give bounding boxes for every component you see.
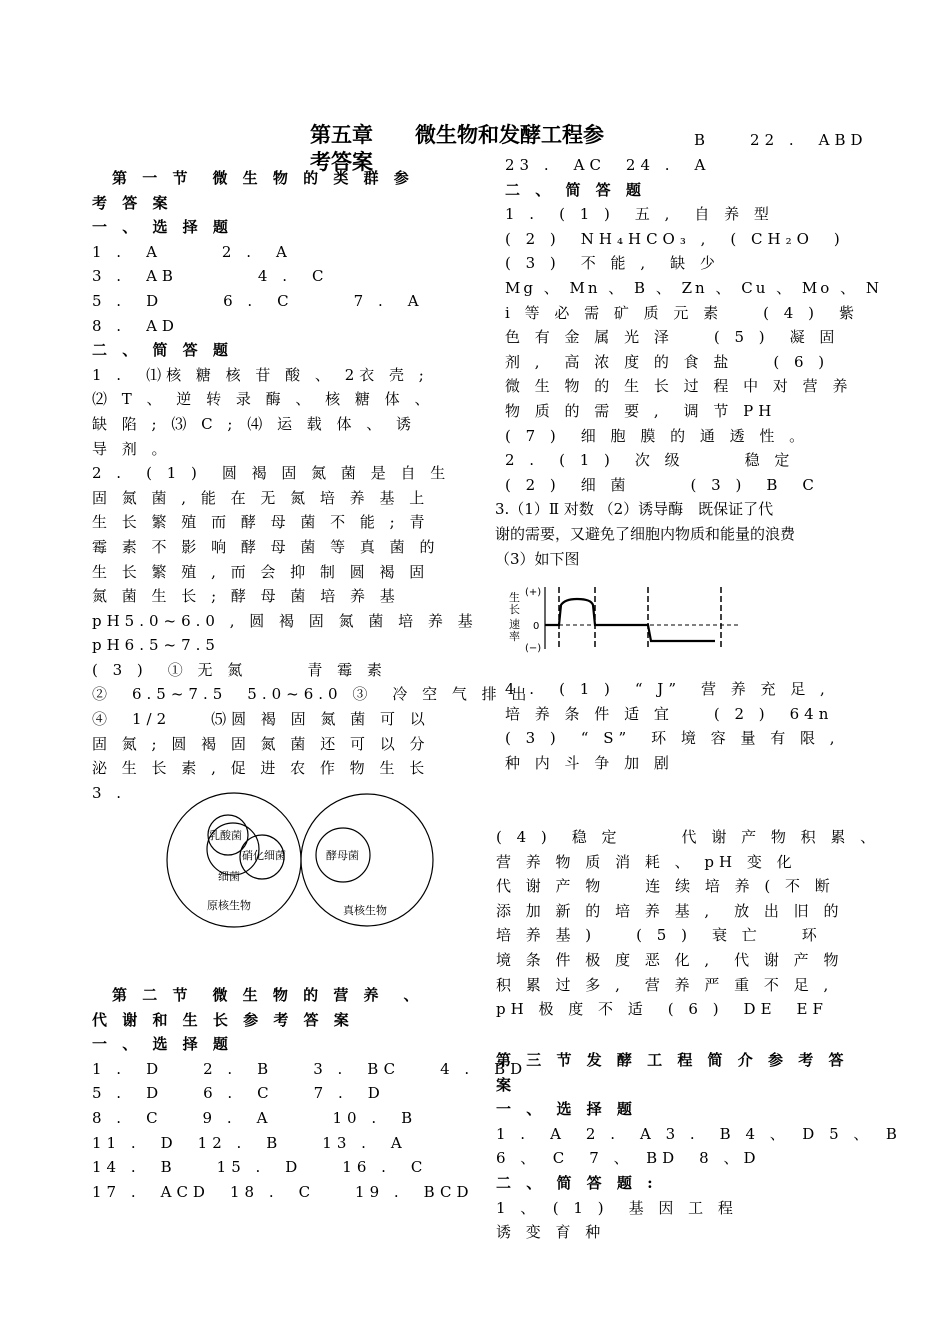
answer-line: 1 . A 2 . A <box>92 242 292 261</box>
answer-line: 5 . D 6 . C 7 . D <box>92 1084 385 1103</box>
section-3 <box>496 1048 902 1245</box>
answer-line: ( 3 ) “ S” 环 境 容 量 有 限 , <box>505 729 840 748</box>
answer-line: 积 累 过 多 , 营 养 严 重 不 足 , <box>496 975 834 994</box>
answer-line: ④ 1/2 ⑸圆 褐 固 氮 菌 可 以 <box>92 710 430 729</box>
graph-y-label-2: 长 <box>509 603 520 616</box>
answer-line: 诱 变 育 种 <box>496 1223 606 1242</box>
right-low <box>496 825 881 1022</box>
graph-y-label-4: 率 <box>509 630 520 643</box>
short-answer-heading: 二 、 简 答 题 : <box>496 1173 658 1192</box>
choice-heading: 一 、 选 择 题 <box>92 1035 233 1054</box>
answer-line: pH5.0~6.0 , 圆 褐 固 氮 菌 培 养 基 <box>92 611 478 630</box>
answer-line: 固 氮 菌 , 能 在 无 氮 培 养 基 上 <box>92 488 430 507</box>
answer-line: 添 加 新 的 培 养 基 , 放 出 旧 的 <box>496 901 844 920</box>
answer-line: ⑵ T 、 逆 转 录 酶 、 核 糖 体 、 <box>92 390 435 409</box>
answer-line: 营 养 物 质 消 耗 、 pH 变 化 <box>496 852 797 871</box>
graph-zero-label: 0 <box>533 621 540 632</box>
answer-line: 氮 菌 生 长 ; 酵 母 菌 培 养 基 <box>92 587 400 606</box>
answer-line: 1 . D 2 . B 3 . BC 4 . BD <box>92 1059 528 1078</box>
answer-line: pH6.5~7.5 <box>92 636 220 655</box>
answer-line: 1 . ⑴核 糖 核 苷 酸 、 2衣 壳 ; <box>92 365 429 384</box>
short-answer-heading: 二 、 简 答 题 <box>505 180 646 199</box>
right-mid <box>505 677 865 775</box>
answer-line: 8 . C 9 . A 10 . B <box>92 1108 418 1127</box>
section-2-heading: 第 二 节 微 生 物 的 营 养 、 <box>92 986 424 1004</box>
choice-heading: 一 、 选 择 题 <box>92 218 233 237</box>
label-prokaryote: 原核生物 <box>207 899 251 912</box>
answer-line: ( 3 ) 不 能 , 缺 少 <box>505 254 720 273</box>
answer-line: 3 . AB 4 . C <box>92 267 329 286</box>
answer-line: 缺 陷 ; ⑶ C ; ⑷ 运 载 体 、 诱 <box>92 414 417 433</box>
section-3-heading: 第 三 节 发 酵 工 程 简 介 参 考 答 <box>496 1051 849 1069</box>
graph-y-label-1: 生 <box>509 591 520 604</box>
title-line-1: 第五章 微生物和发酵工程参 <box>310 123 604 147</box>
label-lactobacillus: 乳酸菌 <box>209 829 242 842</box>
answer-line: i 等 必 需 矿 质 元 素 ( 4 ) 紫 <box>505 303 859 322</box>
growth-rate-curve <box>545 599 715 641</box>
answer-line: 微 生 物 的 生 长 过 程 中 对 营 养 <box>505 377 853 396</box>
label-yeast: 酵母菌 <box>326 849 359 862</box>
answer-line: 泌 生 长 素 , 促 进 农 作 物 生 长 <box>92 759 430 778</box>
section-1-heading: 第 一 节 微 生 物 的 类 群 参 <box>92 169 414 187</box>
choice-heading: 一 、 选 择 题 <box>496 1100 637 1119</box>
section-2-heading-cont: 代 谢 和 生 长 参 考 答 案 <box>92 1010 354 1029</box>
answer-line: 导 剂 。 <box>92 439 172 458</box>
answer-line: ( 2 ) NH₄HCO₃ , ( CH₂O ) <box>505 229 845 248</box>
answer-line: 生 长 繁 殖 , 而 会 抑 制 圆 褐 固 <box>92 562 430 581</box>
answer-line: 2 . ( 1 ) 圆 褐 固 氮 菌 是 自 生 <box>92 464 451 483</box>
answer-line: ( 3 ) ① 无 氮 青 霉 素 <box>92 660 387 679</box>
answer-line: ( 2 ) 细 菌 ( 3 ) B C <box>505 475 819 494</box>
answer-line: 生 长 繁 殖 而 酵 母 菌 不 能 ; 青 <box>92 513 430 532</box>
answer-line: 1 、 ( 1 ) 基 因 工 程 <box>496 1198 738 1217</box>
answer-line: 谢的需要，又避免了细胞内物质和能量的浪费 <box>495 524 796 543</box>
title-line-2: 考答案 <box>310 150 373 174</box>
answer-line: 14 . B 15 . D 16 . C <box>92 1158 428 1177</box>
answer-line: 23 . AC 24 . A <box>505 156 711 174</box>
answer-line: 3.（1）Ⅱ 对数 （2）诱导酶 既保证了代 <box>495 500 774 519</box>
answer-line: 5 . D 6 . C 7 . A <box>92 291 424 310</box>
answer-line: Mg 、 Mn 、 B 、 Zn 、 Cu 、 Mo 、 N <box>505 278 882 297</box>
answer-line: ( 4 ) 稳 定 代 谢 产 物 积 累 、 <box>496 828 881 846</box>
answer-line: 培 养 条 件 适 宜 ( 2 ) 64n <box>505 704 834 723</box>
answer-line: 物 质 的 需 要 , 调 节 PH <box>505 401 777 420</box>
answer-line: （3）如下图 <box>495 549 580 568</box>
answer-line: 2 . ( 1 ) 次 级 稳 定 <box>505 451 795 470</box>
section-3-heading-cont: 案 <box>496 1075 517 1094</box>
answer-line: 种 内 斗 争 加 剧 <box>505 753 674 772</box>
right-column <box>495 153 882 571</box>
label-bacteria: 细菌 <box>218 870 240 883</box>
right-top-answers <box>694 128 868 153</box>
answer-line: 1 . ( 1 ) 五 , 自 养 型 <box>505 205 774 224</box>
left-column <box>92 166 532 805</box>
answer-line: 境 条 件 极 度 恶 化 , 代 谢 产 物 <box>496 950 844 969</box>
answer-line: 剂 , 高 浓 度 的 食 盐 ( 6 ) <box>505 352 830 371</box>
short-answer-heading: 二 、 简 答 题 <box>92 341 233 360</box>
answer-line: 4 . ( 1 ) “ J” 营 养 充 足 , <box>505 680 830 698</box>
label-nitrifying-bacteria: 硝化细菌 <box>242 849 286 862</box>
graph-minus-label: (−) <box>525 643 542 653</box>
answer-line: 代 谢 产 物 连 续 培 养 ( 不 断 <box>496 877 835 896</box>
answer-line: pH 极 度 不 适 ( 6 ) DE EF <box>496 1000 828 1019</box>
answer-line: 6 、 C 7 、 BD 8 、D <box>496 1149 761 1168</box>
growth-rate-graph <box>505 583 745 653</box>
answer-line: 培 养 基 ) ( 5 ) 衰 亡 环 <box>496 926 822 945</box>
section-2 <box>92 983 528 1204</box>
graph-plus-label: (+) <box>525 587 542 598</box>
answer-line: ② 6.5~7.5 5.0~6.0 ③ 冷 空 气 排 出 <box>92 685 532 704</box>
answer-line: 固 氮 ; 圆 褐 固 氮 菌 还 可 以 分 <box>92 734 430 753</box>
answer-line: 8 . AD <box>92 316 179 335</box>
answer-line: 色 有 金 属 光 泽 ( 5 ) 凝 固 <box>505 328 840 347</box>
venn-diagram <box>165 792 440 932</box>
graph-y-label-3: 速 <box>509 618 520 631</box>
answer-line: 17 . ACD 18 . C 19 . BCD <box>92 1182 474 1201</box>
answer-line: 11 . D 12 . B 13 . A <box>92 1133 407 1152</box>
label-eukaryote: 真核生物 <box>343 904 387 917</box>
section-1-heading-cont: 考 答 案 <box>92 193 173 212</box>
answer-line: ( 7 ) 细 胞 膜 的 通 透 性 。 <box>505 426 810 445</box>
answer-line: B 22 . ABD <box>694 131 868 149</box>
answer-line: 3 . <box>92 783 127 802</box>
answer-line: 1 . A 2 . A 3 . B 4 、 D 5 、 B <box>496 1124 902 1143</box>
answer-line: 霉 素 不 影 响 酵 母 菌 等 真 菌 的 <box>92 537 440 556</box>
